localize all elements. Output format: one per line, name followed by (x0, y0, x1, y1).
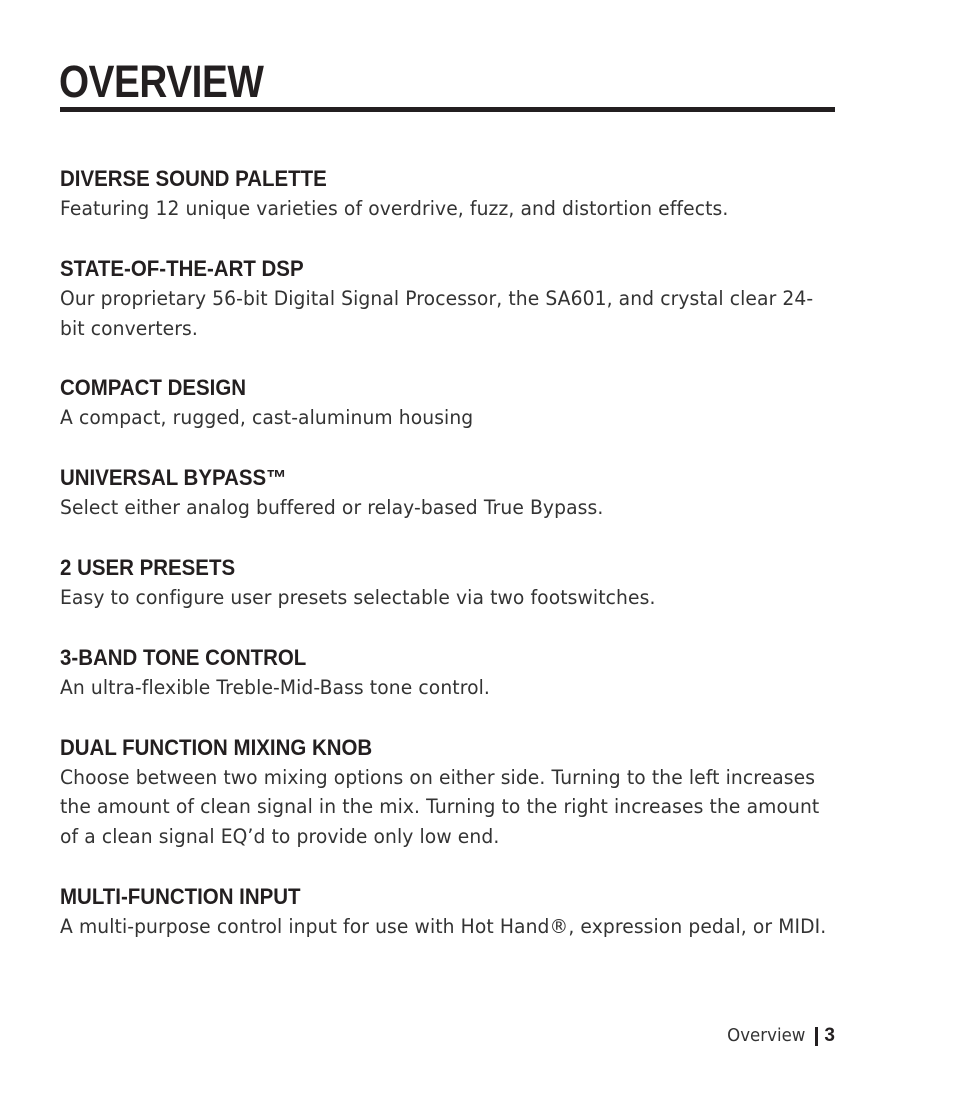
feature-item (60, 553, 850, 613)
feature-heading: DIVERSE SOUND PALETTE (60, 166, 327, 191)
feature-description: A multi-purpose control input for use with Hot Hand®, expression pedal, or MIDI. (60, 914, 827, 938)
feature-item (60, 463, 850, 523)
feature-description: A compact, rugged, cast-aluminum housing (60, 406, 474, 430)
page-number: 3 (824, 1025, 835, 1046)
feature-heading: MULTI-FUNCTION INPUT (60, 883, 301, 909)
feature-heading: 2 USER PRESETS (60, 554, 236, 580)
feature-item (60, 882, 850, 942)
feature-description: An ultra-flexible Treble-Mid-Bass tone control. (60, 675, 490, 699)
title-divider (60, 107, 835, 112)
feature-heading: UNIVERSAL BYPASS™ (60, 465, 287, 491)
feature-description: Select either analog buffered or relay-based True Bypass. (60, 496, 604, 520)
feature-item (60, 733, 850, 852)
page-title: OVERVIEW (59, 56, 264, 107)
feature-description: Featuring 12 unique varieties of overdrive, fuzz, and distortion effects. (60, 197, 729, 220)
feature-heading: STATE-OF-THE-ART DSP (60, 255, 304, 281)
feature-item (60, 254, 850, 344)
feature-list (60, 164, 850, 972)
feature-description: Easy to configure user presets selectable via two footswitches. (60, 585, 656, 609)
footer-section-label: Overview (727, 1026, 806, 1046)
feature-description: Our proprietary 56-bit Digital Signal Processor, the SA601, and crystal clear 24-bit converters. (60, 286, 814, 340)
feature-description: Choose between two mixing options on either side. Turning to the left increases the amount of clean signal in the mix. Turning to the right increases the amount of a clean signal EQ’d to provide only low end. (60, 765, 820, 849)
feature-heading: 3-BAND TONE CONTROL (60, 644, 307, 670)
feature-item (60, 164, 850, 224)
feature-heading: COMPACT DESIGN (60, 375, 247, 401)
footer-separator (815, 1027, 818, 1046)
page-footer (723, 1022, 835, 1050)
feature-item (60, 373, 850, 433)
feature-item (60, 643, 850, 703)
feature-heading: DUAL FUNCTION MIXING KNOB (60, 734, 373, 760)
